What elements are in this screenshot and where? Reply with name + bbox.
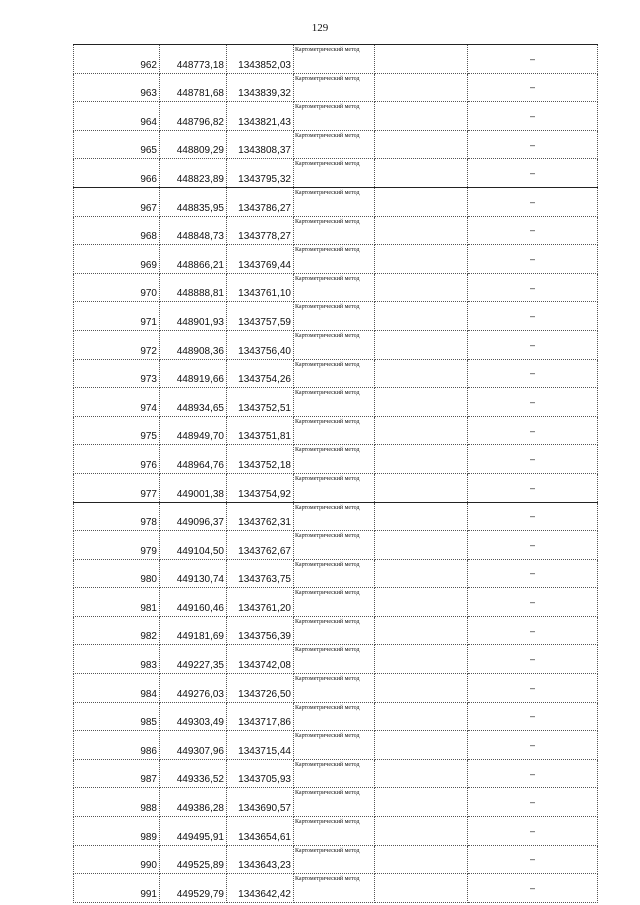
x-coordinate-cell: 448934,65 [160, 388, 227, 417]
point-number-cell: 983 [74, 645, 160, 674]
point-number-cell: 967 [74, 187, 160, 216]
table-row [74, 759, 598, 788]
empty-cell [375, 359, 468, 388]
empty-cell [375, 874, 468, 903]
y-coordinate-cell: 1343761,20 [227, 588, 294, 617]
empty-cell [375, 245, 468, 274]
method-cell: Картометрический метод [294, 645, 375, 674]
page-number: 129 [311, 22, 329, 34]
y-coordinate-cell: 1343717,86 [227, 702, 294, 731]
y-coordinate-cell: 1343762,31 [227, 502, 294, 531]
x-coordinate-cell: 449386,28 [160, 788, 227, 817]
y-coordinate-cell: 1343754,26 [227, 359, 294, 388]
method-cell: Картометрический метод [294, 159, 375, 188]
note-cell: – [468, 216, 598, 245]
note-cell: – [468, 531, 598, 560]
point-number-cell: 962 [74, 45, 160, 74]
method-cell: Картометрический метод [294, 759, 375, 788]
y-coordinate-cell: 1343643,23 [227, 845, 294, 874]
table-row [74, 159, 598, 188]
table-row [74, 330, 598, 359]
note-cell: – [468, 273, 598, 302]
note-cell: – [468, 759, 598, 788]
table-row [74, 273, 598, 302]
y-coordinate-cell: 1343769,44 [227, 245, 294, 274]
point-number-cell: 990 [74, 845, 160, 874]
point-number-cell: 966 [74, 159, 160, 188]
method-cell: Картометрический метод [294, 502, 375, 531]
method-cell: Картометрический метод [294, 845, 375, 874]
empty-cell [375, 616, 468, 645]
y-coordinate-cell: 1343751,81 [227, 416, 294, 445]
x-coordinate-cell: 448964,76 [160, 445, 227, 474]
method-cell: Картометрический метод [294, 874, 375, 903]
y-coordinate-cell: 1343742,08 [227, 645, 294, 674]
x-coordinate-cell: 449096,37 [160, 502, 227, 531]
table-row [74, 130, 598, 159]
empty-cell [375, 388, 468, 417]
note-cell: – [468, 559, 598, 588]
y-coordinate-cell: 1343654,61 [227, 817, 294, 846]
empty-cell [375, 416, 468, 445]
table-row [74, 531, 598, 560]
x-coordinate-cell: 449181,69 [160, 616, 227, 645]
x-coordinate-cell: 449529,79 [160, 874, 227, 903]
point-number-cell: 969 [74, 245, 160, 274]
note-cell: – [468, 588, 598, 617]
coordinates-table [73, 44, 598, 903]
table-row [74, 645, 598, 674]
x-coordinate-cell: 448866,21 [160, 245, 227, 274]
y-coordinate-cell: 1343852,03 [227, 45, 294, 74]
point-number-cell: 987 [74, 759, 160, 788]
point-number-cell: 989 [74, 817, 160, 846]
y-coordinate-cell: 1343756,40 [227, 330, 294, 359]
method-cell: Картометрический метод [294, 674, 375, 703]
method-cell: Картометрический метод [294, 416, 375, 445]
empty-cell [375, 216, 468, 245]
x-coordinate-cell: 448835,95 [160, 187, 227, 216]
point-number-cell: 977 [74, 473, 160, 502]
x-coordinate-cell: 449495,91 [160, 817, 227, 846]
method-cell: Картометрический метод [294, 559, 375, 588]
point-number-cell: 965 [74, 130, 160, 159]
y-coordinate-cell: 1343756,39 [227, 616, 294, 645]
empty-cell [375, 674, 468, 703]
note-cell: – [468, 245, 598, 274]
method-cell: Картометрический метод [294, 187, 375, 216]
y-coordinate-cell: 1343839,32 [227, 73, 294, 102]
x-coordinate-cell: 449525,89 [160, 845, 227, 874]
point-number-cell: 981 [74, 588, 160, 617]
empty-cell [375, 45, 468, 74]
table-row [74, 245, 598, 274]
empty-cell [375, 130, 468, 159]
point-number-cell: 964 [74, 102, 160, 131]
empty-cell [375, 187, 468, 216]
empty-cell [375, 559, 468, 588]
y-coordinate-cell: 1343705,93 [227, 759, 294, 788]
note-cell: – [468, 159, 598, 188]
point-number-cell: 974 [74, 388, 160, 417]
table-row [74, 45, 598, 74]
table-row [74, 187, 598, 216]
table-row [74, 473, 598, 502]
table-row [74, 559, 598, 588]
point-number-cell: 991 [74, 874, 160, 903]
empty-cell [375, 845, 468, 874]
y-coordinate-cell: 1343642,42 [227, 874, 294, 903]
y-coordinate-cell: 1343752,51 [227, 388, 294, 417]
method-cell: Картометрический метод [294, 388, 375, 417]
note-cell: – [468, 645, 598, 674]
method-cell: Картометрический метод [294, 616, 375, 645]
note-cell: – [468, 416, 598, 445]
note-cell: – [468, 702, 598, 731]
empty-cell [375, 759, 468, 788]
method-cell: Картометрический метод [294, 45, 375, 74]
y-coordinate-cell: 1343821,43 [227, 102, 294, 131]
table-row [74, 845, 598, 874]
y-coordinate-cell: 1343786,27 [227, 187, 294, 216]
table-row [74, 588, 598, 617]
table-row [74, 817, 598, 846]
point-number-cell: 963 [74, 73, 160, 102]
point-number-cell: 988 [74, 788, 160, 817]
note-cell: – [468, 874, 598, 903]
point-number-cell: 986 [74, 731, 160, 760]
method-cell: Картометрический метод [294, 302, 375, 331]
point-number-cell: 984 [74, 674, 160, 703]
x-coordinate-cell: 449307,96 [160, 731, 227, 760]
note-cell: – [468, 388, 598, 417]
x-coordinate-cell: 448888,81 [160, 273, 227, 302]
table-row [74, 359, 598, 388]
point-number-cell: 985 [74, 702, 160, 731]
method-cell: Картометрический метод [294, 817, 375, 846]
x-coordinate-cell: 448796,82 [160, 102, 227, 131]
point-number-cell: 976 [74, 445, 160, 474]
table-row [74, 502, 598, 531]
point-number-cell: 978 [74, 502, 160, 531]
empty-cell [375, 445, 468, 474]
method-cell: Картометрический метод [294, 130, 375, 159]
x-coordinate-cell: 449336,52 [160, 759, 227, 788]
note-cell: – [468, 445, 598, 474]
x-coordinate-cell: 448781,68 [160, 73, 227, 102]
note-cell: – [468, 330, 598, 359]
note-cell: – [468, 187, 598, 216]
x-coordinate-cell: 449303,49 [160, 702, 227, 731]
method-cell: Картометрический метод [294, 245, 375, 274]
empty-cell [375, 330, 468, 359]
y-coordinate-cell: 1343778,27 [227, 216, 294, 245]
point-number-cell: 970 [74, 273, 160, 302]
y-coordinate-cell: 1343754,92 [227, 473, 294, 502]
point-number-cell: 979 [74, 531, 160, 560]
table-row [74, 874, 598, 903]
note-cell: – [468, 674, 598, 703]
empty-cell [375, 731, 468, 760]
table-row [74, 674, 598, 703]
x-coordinate-cell: 449130,74 [160, 559, 227, 588]
point-number-cell: 980 [74, 559, 160, 588]
empty-cell [375, 531, 468, 560]
y-coordinate-cell: 1343808,37 [227, 130, 294, 159]
empty-cell [375, 302, 468, 331]
table-row [74, 788, 598, 817]
y-coordinate-cell: 1343757,59 [227, 302, 294, 331]
y-coordinate-cell: 1343715,44 [227, 731, 294, 760]
empty-cell [375, 788, 468, 817]
x-coordinate-cell: 449160,46 [160, 588, 227, 617]
note-cell: – [468, 817, 598, 846]
method-cell: Картометрический метод [294, 702, 375, 731]
x-coordinate-cell: 448919,66 [160, 359, 227, 388]
x-coordinate-cell: 448901,93 [160, 302, 227, 331]
empty-cell [375, 645, 468, 674]
empty-cell [375, 702, 468, 731]
method-cell: Картометрический метод [294, 273, 375, 302]
table-row [74, 445, 598, 474]
method-cell: Картометрический метод [294, 73, 375, 102]
y-coordinate-cell: 1343761,10 [227, 273, 294, 302]
y-coordinate-cell: 1343763,75 [227, 559, 294, 588]
table-row [74, 216, 598, 245]
x-coordinate-cell: 448809,29 [160, 130, 227, 159]
note-cell: – [468, 73, 598, 102]
method-cell: Картометрический метод [294, 473, 375, 502]
empty-cell [375, 502, 468, 531]
empty-cell [375, 473, 468, 502]
x-coordinate-cell: 448949,70 [160, 416, 227, 445]
method-cell: Картометрический метод [294, 788, 375, 817]
x-coordinate-cell: 448823,89 [160, 159, 227, 188]
note-cell: – [468, 616, 598, 645]
x-coordinate-cell: 449104,50 [160, 531, 227, 560]
empty-cell [375, 273, 468, 302]
empty-cell [375, 817, 468, 846]
method-cell: Картометрический метод [294, 731, 375, 760]
method-cell: Картометрический метод [294, 330, 375, 359]
table-row [74, 702, 598, 731]
method-cell: Картометрический метод [294, 102, 375, 131]
x-coordinate-cell: 448908,36 [160, 330, 227, 359]
y-coordinate-cell: 1343795,32 [227, 159, 294, 188]
y-coordinate-cell: 1343726,50 [227, 674, 294, 703]
note-cell: – [468, 130, 598, 159]
x-coordinate-cell: 449001,38 [160, 473, 227, 502]
y-coordinate-cell: 1343752,18 [227, 445, 294, 474]
empty-cell [375, 102, 468, 131]
table-row [74, 302, 598, 331]
note-cell: – [468, 731, 598, 760]
table-row [74, 388, 598, 417]
point-number-cell: 973 [74, 359, 160, 388]
table-row [74, 416, 598, 445]
empty-cell [375, 73, 468, 102]
x-coordinate-cell: 449227,35 [160, 645, 227, 674]
table-row [74, 731, 598, 760]
point-number-cell: 968 [74, 216, 160, 245]
point-number-cell: 975 [74, 416, 160, 445]
note-cell: – [468, 102, 598, 131]
table-row [74, 73, 598, 102]
x-coordinate-cell: 448848,73 [160, 216, 227, 245]
table-row [74, 102, 598, 131]
x-coordinate-cell: 449276,03 [160, 674, 227, 703]
x-coordinate-cell: 448773,18 [160, 45, 227, 74]
note-cell: – [468, 473, 598, 502]
y-coordinate-cell: 1343690,57 [227, 788, 294, 817]
note-cell: – [468, 502, 598, 531]
table-row [74, 616, 598, 645]
note-cell: – [468, 845, 598, 874]
method-cell: Картометрический метод [294, 531, 375, 560]
note-cell: – [468, 302, 598, 331]
note-cell: – [468, 788, 598, 817]
note-cell: – [468, 45, 598, 74]
empty-cell [375, 159, 468, 188]
note-cell: – [468, 359, 598, 388]
point-number-cell: 972 [74, 330, 160, 359]
y-coordinate-cell: 1343762,67 [227, 531, 294, 560]
method-cell: Картометрический метод [294, 359, 375, 388]
point-number-cell: 971 [74, 302, 160, 331]
method-cell: Картометрический метод [294, 216, 375, 245]
empty-cell [375, 588, 468, 617]
point-number-cell: 982 [74, 616, 160, 645]
method-cell: Картометрический метод [294, 445, 375, 474]
method-cell: Картометрический метод [294, 588, 375, 617]
